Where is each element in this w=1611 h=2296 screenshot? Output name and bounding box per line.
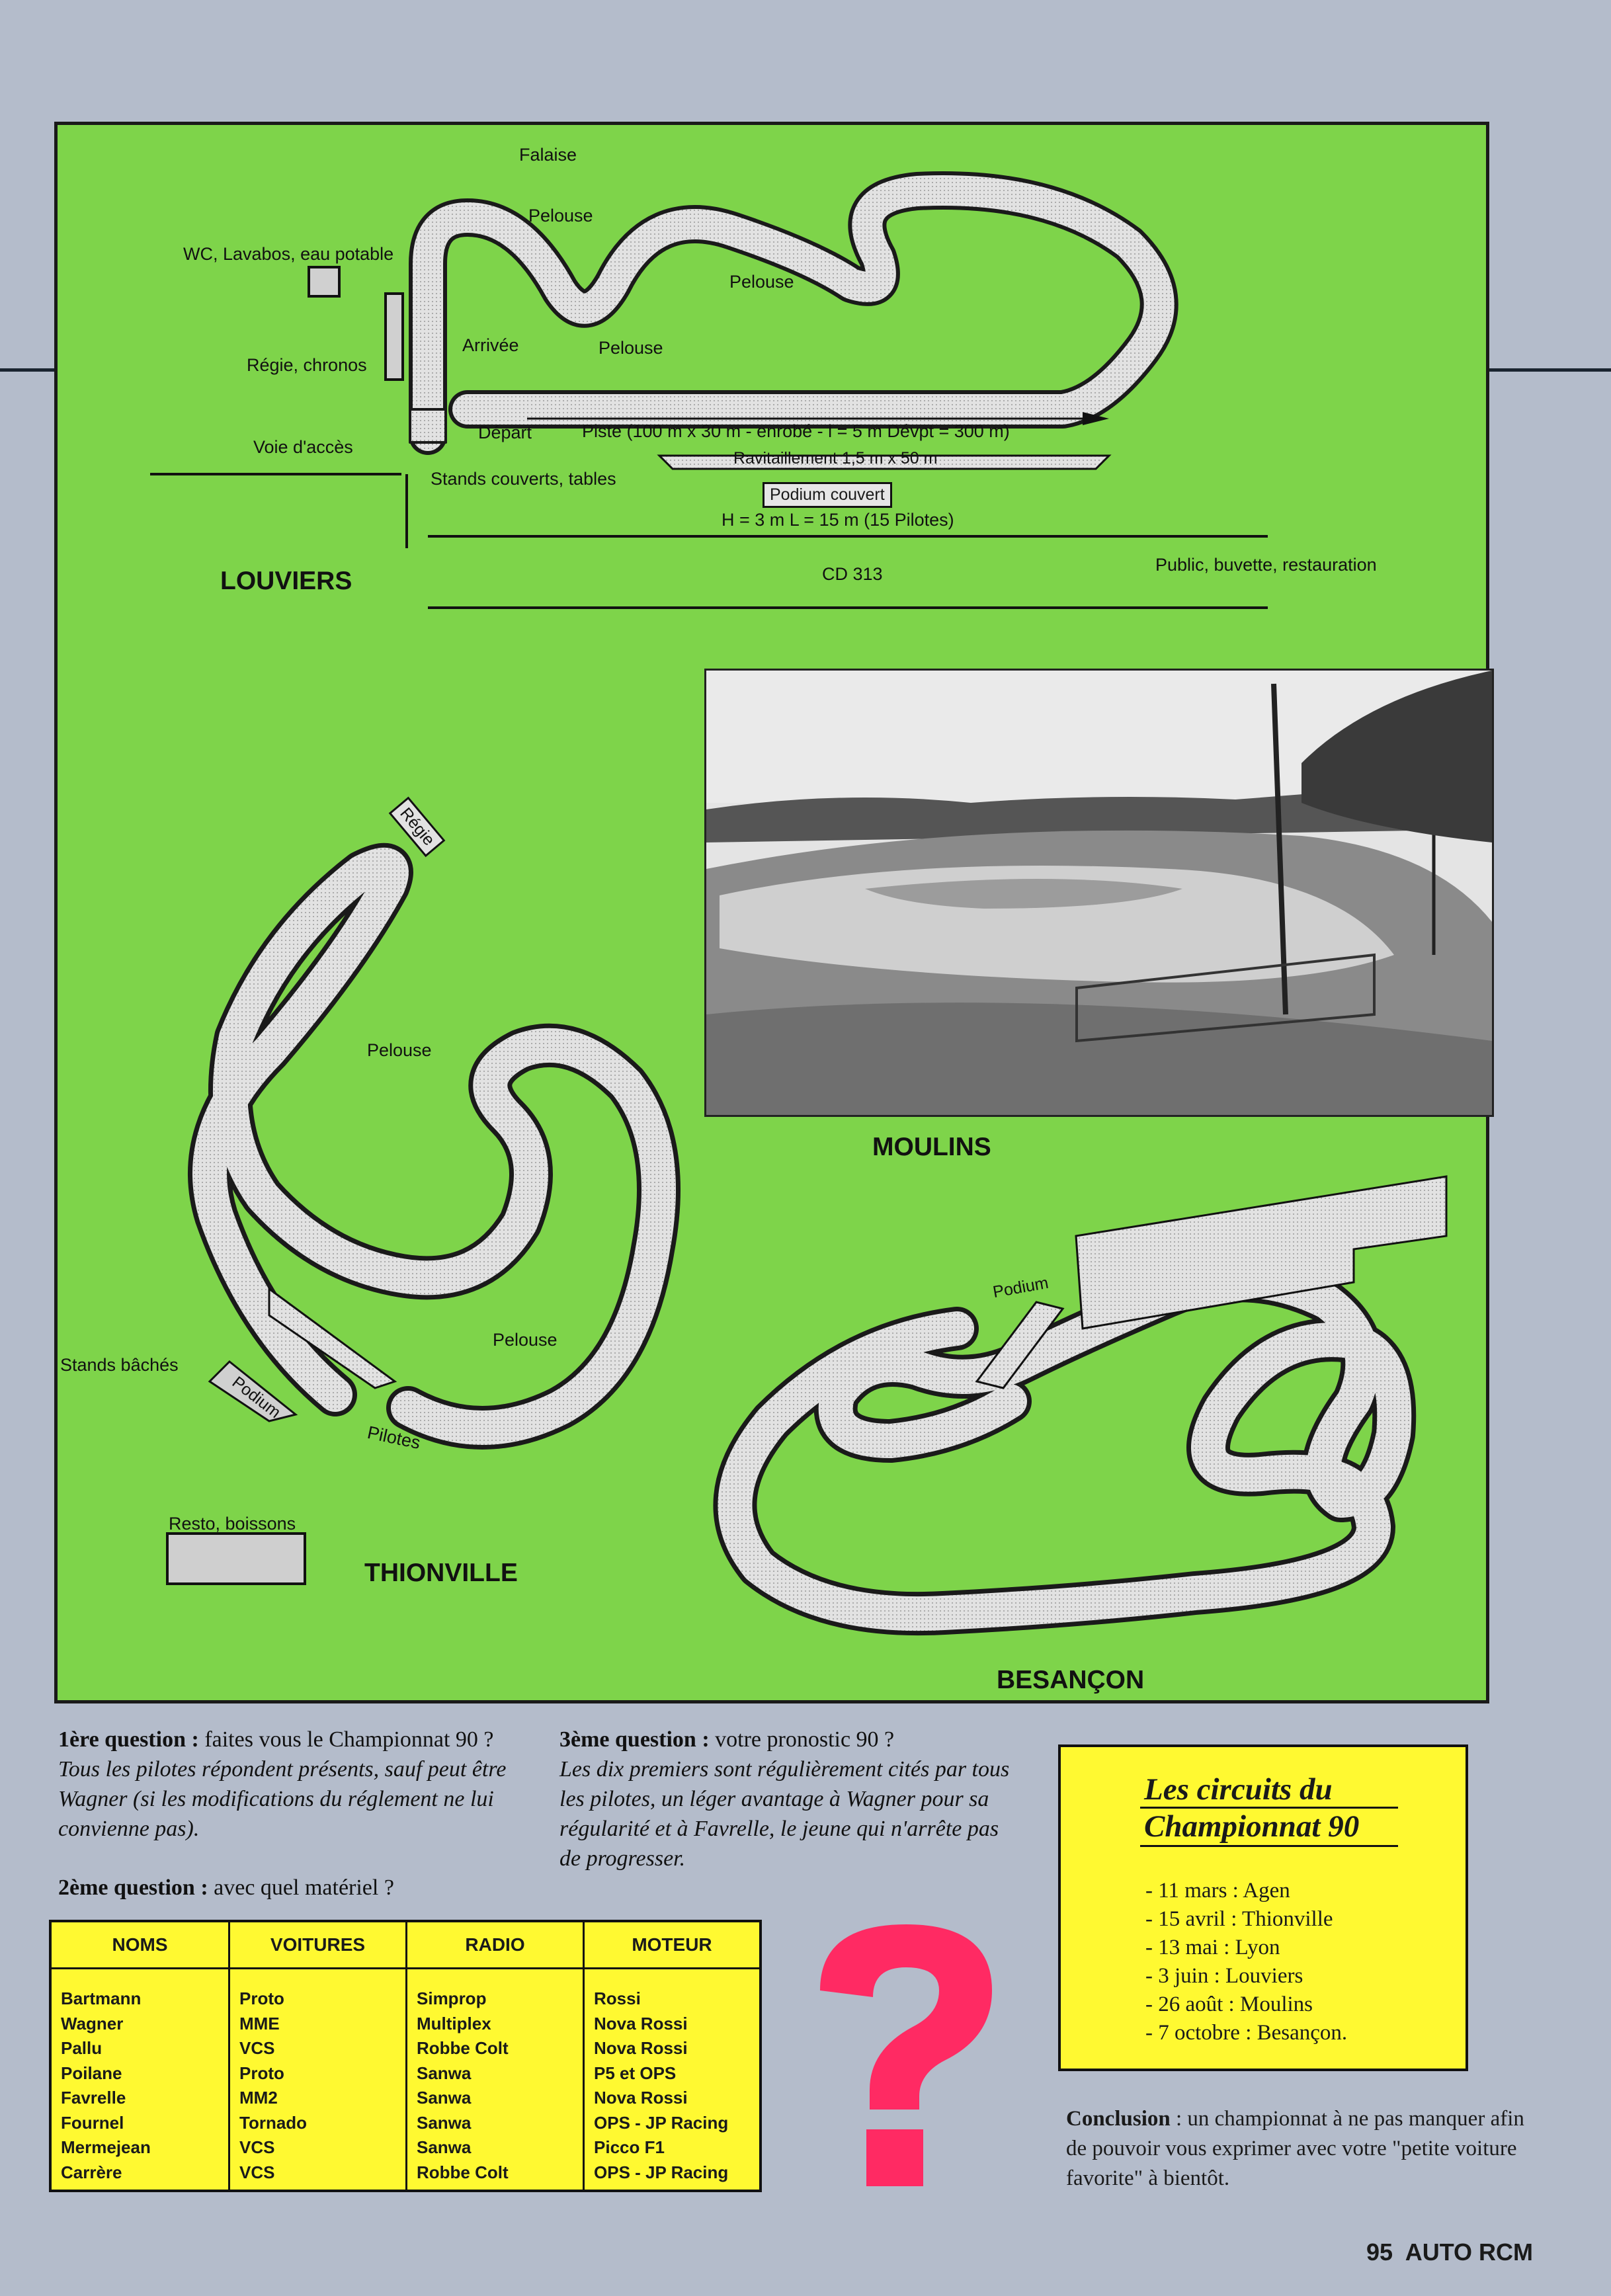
besancon-pit-area [1076,1176,1446,1329]
q1-label: 1ère question : [58,1727,199,1752]
podium-couvert-label: Podium couvert [763,482,892,508]
besancon-podium-label: Podium [991,1273,1050,1302]
besancon-track [735,1280,1394,1614]
noms-cell: Fournel [61,2112,124,2133]
voitures-cell: MM2 [239,2088,278,2108]
noms-cell: Pallu [61,2038,103,2058]
col-voitures [230,1922,407,2190]
voitures-cells [230,1969,405,2185]
radio-cell: Robbe Colt [417,2038,509,2058]
question-3 [559,1725,1022,1873]
noms-cell: Wagner [61,2013,124,2033]
voitures-cell: VCS [239,2162,275,2182]
circuit-map-panel [54,122,1489,1703]
header-noms: NOMS [52,1922,228,1969]
page-footer [1366,2238,1533,2266]
pelouse-label-1: Pelouse [528,206,593,226]
voitures-cell: Tornado [239,2112,308,2133]
voitures-cell: VCS [239,2038,275,2058]
radio-cells [407,1969,583,2185]
piste-label: Piste (100 m x 30 m - enrobé - l = 5 m Dévpt = 300 m) [582,421,1010,441]
pelouse-label-3: Pelouse [599,338,663,358]
q3-text: votre pronostic 90 ? [709,1727,895,1752]
drivers-equipment-table [49,1920,762,2192]
louviers-track [410,190,1159,442]
voie-label: Voie d'accès [253,437,353,457]
podium-dims-label: H = 3 m L = 15 m (15 Pilotes) [722,510,954,530]
q3-label: 3ème question : [559,1727,710,1752]
header-radio: RADIO [407,1922,583,1969]
radio-cell: Robbe Colt [417,2162,509,2182]
voitures-cell: Proto [239,1988,284,2008]
public-label: Public, buvette, restauration [1155,555,1377,575]
q2-text: avec quel matériel ? [208,1875,394,1900]
noms-cell: Carrère [61,2162,122,2182]
wc-label: WC, Lavabos, eau potable [183,244,394,264]
q2-label: 2ème question : [58,1875,208,1900]
moteur-cell: Nova Rossi [594,2013,688,2033]
magazine-name: AUTO RCM [1405,2238,1534,2266]
right-edge-rule [1489,368,1611,372]
arrivee-label: Arrivée [462,335,519,355]
depart-label: Départ [478,423,532,442]
besancon-title: BESANÇON [997,1666,1145,1694]
ravitaillement-label: Ravitaillement 1,5 m x 50 m [733,449,938,468]
falaise-label: Falaise [519,145,577,165]
title-underline-1 [1140,1807,1398,1809]
resto-label: Resto, boissons [169,1514,296,1534]
conclusion-paragraph [1066,2104,1537,2194]
stands-baches-label: Stands bâchés [60,1355,179,1375]
calendar-item: - 7 octobre : Besançon. [1145,2021,1348,2045]
regie-chronos-label: Régie, chronos [247,355,367,375]
calendar-item: - 3 juin : Louviers [1145,1964,1303,1988]
thionville-podium-label: Podium [228,1372,284,1422]
resto-building [167,1534,305,1584]
calendar-title-line1: Les circuits du [1144,1772,1333,1807]
conclusion-text: : un championnat à ne pas manquer afin de pouvoir vous exprimer avec votre "petite voiture favorite" à bientôt. [1066,2107,1524,2190]
pelouse-label-2: Pelouse [729,272,794,292]
moteur-cell: Nova Rossi [594,2038,688,2058]
thionville-track [210,865,659,1428]
pilotes-label: Pilotes [365,1422,423,1454]
moteur-cell: Nova Rossi [594,2088,688,2108]
moteur-cell: OPS - JP Racing [594,2162,729,2182]
voitures-cell: VCS [239,2137,275,2157]
noms-cell: Favrelle [61,2088,126,2108]
radio-cell: Simprop [417,1988,487,2008]
calendar-item: - 13 mai : Lyon [1145,1936,1280,1959]
q1-text: faites vous le Championnat 90 ? [198,1727,494,1752]
question-mark-graphic [807,1918,1005,2195]
col-radio [407,1922,585,2190]
moteur-cell: P5 et OPS [594,2063,677,2083]
page-number: 95 [1366,2238,1393,2266]
noms-cell: Mermejean [61,2137,151,2157]
louviers-title: LOUVIERS [220,567,352,595]
moteur-cell: Picco F1 [594,2137,665,2157]
col-noms [52,1922,230,2190]
noms-cells [52,1969,228,2185]
moteur-cell: OPS - JP Racing [594,2112,729,2133]
col-moteur [585,1922,759,2190]
header-moteur: MOTEUR [585,1922,759,1969]
thionville-pelouse-2: Pelouse [493,1330,558,1350]
moteur-cell: Rossi [594,1988,641,2008]
regie-building [386,294,403,380]
q1-answer: Tous les pilotes répondent présents, sauf peut être Wagner (si les modifications du réglement ne lui convienne pas). [58,1757,507,1841]
radio-cell: Multiplex [417,2013,491,2033]
stands-couverts-label: Stands couverts, tables [431,469,616,489]
conclusion-label: Conclusion [1066,2107,1171,2131]
thionville-pelouse-1: Pelouse [367,1040,432,1060]
radio-cell: Sanwa [417,2137,472,2157]
left-edge-rule [0,368,54,372]
cd313-label: CD 313 [822,564,883,584]
radio-cell: Sanwa [417,2063,472,2083]
question-2 [58,1873,532,1903]
calendar-box [1058,1744,1468,2071]
calendar-item: - 11 mars : Agen [1145,1879,1290,1903]
thionville-title: THIONVILLE [364,1559,518,1587]
noms-cell: Bartmann [61,1988,142,2008]
calendar-list [1145,1877,1347,2047]
title-underline-2 [1140,1845,1398,1847]
wc-building [309,267,339,296]
voitures-cell: Proto [239,2063,284,2083]
noms-cell: Poilane [61,2063,122,2083]
question-1 [58,1725,532,1844]
header-voitures: VOITURES [230,1922,405,1969]
q3-answer: Les dix premiers sont régulièrement cités par tous les pilotes, un léger avantage à Wagner pour sa régularité et à Favrelle, le jeune qui n'arrête pas de progresser. [559,1757,1010,1871]
calendar-item: - 26 août : Moulins [1145,1992,1313,2016]
moulins-photo-drawing [706,671,1492,1115]
radio-cell: Sanwa [417,2088,472,2108]
calendar-item: - 15 avril : Thionville [1145,1907,1333,1931]
voitures-cell: MME [239,2013,280,2033]
radio-cell: Sanwa [417,2112,472,2133]
calendar-title-line2: Championnat 90 [1144,1809,1360,1844]
thionville-regie-label: Régie [389,797,446,858]
moulins-track-photo [704,669,1494,1117]
moteur-cells [585,1969,759,2185]
moulins-title: MOULINS [872,1133,991,1161]
